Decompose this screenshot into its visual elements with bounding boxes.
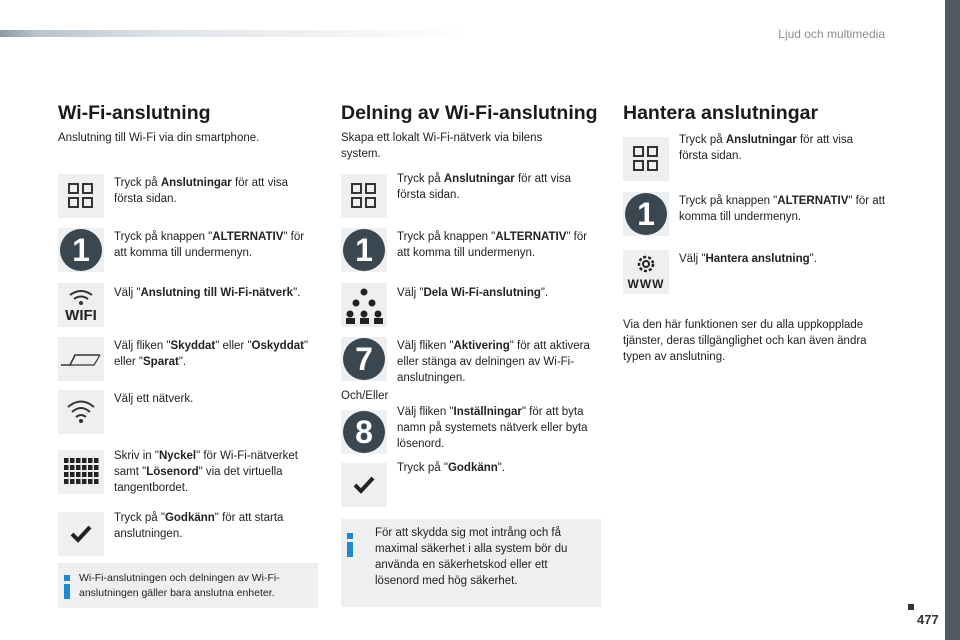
col1-step-connections [58,174,320,218]
col3-title: Hantera anslutningar [623,102,819,124]
col1-step-select-network [58,390,320,434]
step-number-badge: 7 [341,337,387,381]
page-marker [908,604,914,610]
col2-step-share [341,283,603,327]
keyboard-icon [58,450,104,494]
col1-info-text: Wi-Fi-anslutningen och delningen av Wi-Fi-anslutningen gäller bara anslutna enheter. [79,572,280,599]
col1-step5-text: Välj ett nätverk. [114,393,194,405]
col2-intro: Skapa ett lokalt Wi-Fi-nätverk via bilens system. [341,132,543,160]
col3-step2-text: Tryck på knappen "ALTERNATIV" för att komma till undermenyn. [679,195,886,223]
col2-step6-text: Tryck på "Godkänn". [397,462,506,474]
col2-step-confirm [341,463,603,507]
col2-step4-text: Välj fliken "Aktivering" för att aktivera eller stänga av delningen av Wi-Fi-anslutningen. [397,340,590,384]
col1-step2-text: Tryck på knappen "ALTERNATIV" för att komma till undermenyn. [114,231,305,259]
info-icon [347,533,353,557]
col3-step3-text: Välj "Hantera anslutning". [679,253,817,265]
col1-step-confirm [58,512,320,556]
col1-info-box [58,563,318,608]
col1-step-wifi-network [58,283,320,327]
col3-step-options [623,192,893,236]
connections-grid-icon [58,174,104,218]
www-gear-icon: WWW [623,250,669,294]
col2-step-connections [341,174,603,218]
col1-step-options [58,228,320,272]
col3-step-manage [623,250,893,294]
col3-step-connections [623,131,893,175]
step-number-badge: 1 [623,192,669,236]
step-number-badge: 1 [341,228,387,272]
page-number: 477 [917,612,939,627]
col1-step-key-password [58,450,320,494]
col2-step-options [341,228,603,272]
col3-note: Via den här funktionen ser du alla uppkopplade tjänster, deras tillgänglighet och kan även ändra typen av anslutning. [623,319,867,363]
col3-step1-text: Tryck på Anslutningar för att visa första sidan. [679,134,854,162]
header-decoration-bar [0,30,470,37]
col1-step4-text: Välj fliken "Skyddat" eller "Oskyddat" eller "Sparat". [114,340,309,368]
col2-step-settings [341,406,603,454]
col1-title: Wi-Fi-anslutning [58,102,211,124]
col1-step1-text: Tryck på Anslutningar för att visa första sidan. [114,177,289,205]
step-number-badge: 8 [341,410,387,454]
col1-step7-text: Tryck på "Godkänn" för att starta anslutningen. [114,512,284,540]
col2-step-activation [341,337,603,384]
checkmark-icon [341,463,387,507]
col2-title: Delning av Wi-Fi-anslutning [341,102,598,124]
col1-step6-text: Skriv in "Nyckel" för Wi-Fi-nätverket samt "Lösenord" via det virtuella tangentbordet. [114,450,298,494]
wifi-label-icon: WIFI [58,283,104,327]
col1-step3-text: Välj "Anslutning till Wi-Fi-nätverk". [114,287,301,299]
connections-grid-icon [341,174,387,218]
section-header: Ljud och multimedia [778,27,885,41]
col1-intro: Anslutning till Wi-Fi via din smartphone. [58,132,260,144]
col2-info-text: För att skydda sig mot intrång och få maximal säkerhet i alla system bör du använda en säkerhetskod eller ett lösenord med hög säkerhet. [375,527,568,587]
col2-step3-text: Välj "Dela Wi-Fi-anslutning". [397,287,549,299]
col2-step1-text: Tryck på Anslutningar för att visa första sidan. [397,173,572,201]
people-group-icon [341,283,387,327]
info-icon [64,575,70,599]
tab-selector-icon [58,337,104,381]
and-or-label: Och/Eller [341,390,389,402]
step-number-badge: 1 [58,228,104,272]
checkmark-icon [58,512,104,556]
col2-step5-text: Välj fliken "Inställningar" för att byta namn på systemets nätverk eller byta lösenord. [397,406,588,450]
col1-step-tab-select [58,337,320,381]
right-edge-bar [945,0,960,640]
wifi-icon [58,390,104,434]
col2-step2-text: Tryck på knappen "ALTERNATIV" för att komma till undermenyn. [397,231,588,259]
connections-grid-icon [623,137,669,181]
col2-info-box [341,519,601,607]
